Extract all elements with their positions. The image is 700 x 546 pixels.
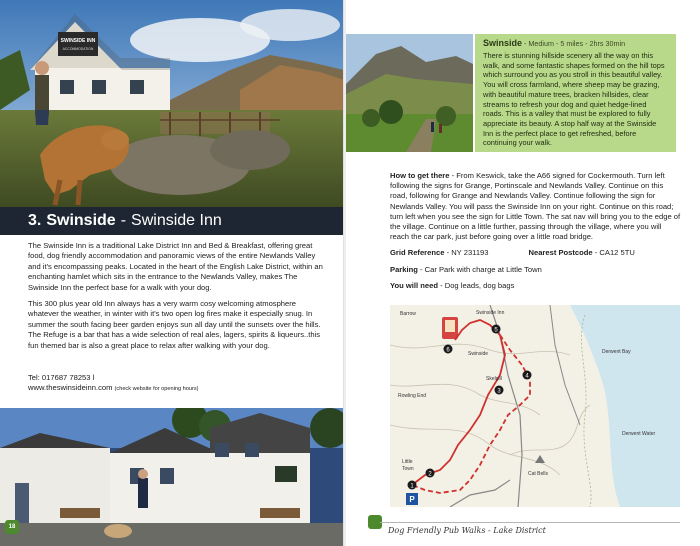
map-label-rowling-end: Rowling End [398,393,427,399]
directions-label: How to get there [390,171,450,180]
parking-value: - Car Park with charge at Little Town [417,264,542,274]
route-meta: - Medium - 5 miles - 2hrs 30min [522,39,626,48]
map-label-swinside-inn: Swinside Inn [476,310,505,316]
reference-row [390,248,682,258]
directions-block [390,171,682,242]
right-page [346,0,700,546]
route-name: Swinside [483,38,523,48]
valley-landscape-photo [346,34,473,152]
postcode-value: - CA12 5TU [592,248,635,258]
route-description: There is stunning hillside scenery all the way on this walk, and some fantastic shapes formed on the hill tops which surround you as you stroll in this beautiful valley. You will cross farmland, where sheep may be grazing, with beautiful mature trees, bracken hillsides, clear streams to refresh your dog and quiet hedge-lined roads. This is a valley that must be explored to fully appreciate its beauty. A stop half way at the Swinside Inn is the perfect place to get refreshed, before continuing your walk. [483,51,665,148]
route-map [390,305,680,507]
map-label-derwent-water: Derwent Water [622,431,656,437]
walk-number: 3. [28,212,42,229]
left-page [0,0,344,546]
grid-reference-value: - NY 231193 [444,248,489,258]
need-value: - Dog leads, dog bags [437,280,515,290]
valley-photo [346,34,473,152]
intro-text [28,241,324,357]
map-label-cat-bells: Cat Bells [528,471,549,477]
website-link[interactable]: www.theswinsideinn.com [28,383,113,393]
telephone: Tel: 017687 78253 l [28,373,95,382]
parking-block [390,265,682,275]
waypoint-label: 6 [446,347,450,354]
sign-subtext: ACCOMMODATION [62,47,94,51]
waypoint-label: 2 [428,471,432,478]
page-number-badge: 18 [5,520,19,534]
need-label: You will need [390,280,438,290]
pub-photo [0,408,344,546]
waypoint-label: 5 [494,327,498,334]
contact-block [28,373,199,395]
website-note: (check website for opening hours) [114,386,199,393]
sign-text: SWINSIDE INN [60,38,96,44]
walk-name: Swinside [46,212,116,229]
inn-exterior-photo [0,0,344,207]
waypoint-label: 1 [410,483,414,490]
title-separator: - [120,212,127,229]
directions-text [390,171,682,297]
walk-info-box [475,34,676,152]
map-label-little: Little [402,459,413,465]
map-label-skelgill: Skelgill [486,376,502,382]
waypoint-label: 4 [525,373,529,380]
postcode-label: Nearest Postcode [528,248,593,258]
waypoint-label: 3 [497,388,501,395]
footer-title: Dog Friendly Pub Walks - Lake District [388,526,546,535]
need-block [390,281,682,291]
walk-title-banner [0,207,344,235]
walk-info-heading [483,38,668,48]
hero-photo [0,0,344,207]
walk-subtitle: Swinside Inn [131,212,222,229]
footer-divider [380,522,680,523]
route-map-svg [390,305,680,507]
map-label-barrow: Barrow [400,311,416,317]
map-label-swinside: Swinside [468,351,489,357]
parking-letter: P [409,495,415,504]
map-label-town: Town [402,466,414,472]
grid-reference-label: Grid Reference [390,248,445,258]
directions-value: - From Keswick, take the A66 signed for Cockermouth. Turn left following the signs for Grange, Portinscale and Newlands Valley. Continue on this road, following for Grange and Newlands Valley. Continue following the sign for Newlands Valley. You will pass the Swinside Inn on your right. Continue on this road; turn left when you see the sign for Little Town. The sat nav will bring you to the edge of the village. Continue on a little further, passing through the village, where you will reach the car park, just before going over a little road bridge. [390,171,681,242]
intro-paragraph: This 300 plus year old Inn always has a very warm cosy welcoming atmosphere whatever the weather, in winter with it's two open log fires make it especially snug. In summer the south facing beer garden enjoys sun all day until the sunsets over the hills. The Refuge is a bar that has a wide selection of real ales, lagers, spirits & liqueurs..this fun themed bar is also a great place to relax after walking with your dog. [28,299,321,350]
map-label-derwent-bay: Derwent Bay [602,349,631,355]
intro-paragraph: The Swinside Inn is a traditional Lake District Inn and Bed & Breakfast, offering great food, dog friendly accommodation and panoramic views of the entire Newlands Valley and it's encompassing peaks. Located in the heart of the English Lake District, within an enchanting hamlet which sits in the entrance to the Newlands Valley, makes The Swinside Inn the perfect base for a walk with your dog. [28,241,323,292]
parking-label: Parking [390,264,418,274]
inn-front-photo [0,408,344,546]
